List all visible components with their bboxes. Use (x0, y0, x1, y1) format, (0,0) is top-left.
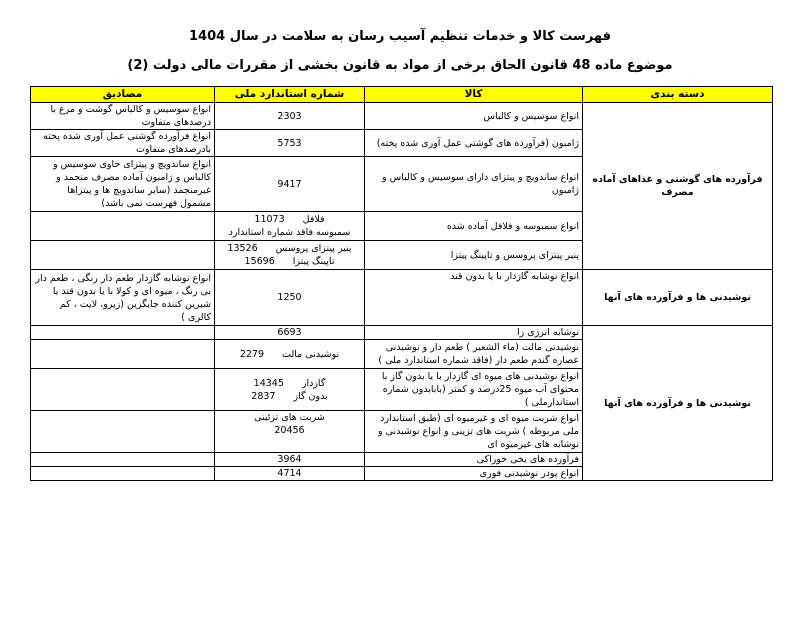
examples-cell (31, 212, 215, 241)
examples-cell (31, 326, 215, 340)
standard-cell: 9417 (215, 157, 365, 212)
table-row (31, 103, 773, 130)
goods-cell: انواع نوشابه گازدار با یا بدون قند (365, 270, 583, 326)
standard-value: 14345 (253, 377, 284, 389)
standard-value: 2279 (239, 348, 265, 360)
examples-cell (31, 241, 215, 270)
goods-cell: فرآورده های یخی خوراکی (365, 453, 583, 467)
standard-cell: 4714 (215, 467, 365, 481)
goods-cell: پنیر پیتزای پروسس و تاپینگ پیتزا (365, 241, 583, 270)
standard-cell (215, 369, 365, 411)
standard-label: پنیر پیتزای پروسس (275, 243, 352, 254)
examples-cell (31, 467, 215, 481)
goods-cell: انواع پودر نوشیدنی فوری (365, 467, 583, 481)
standard-label: شربت های تزئینی (254, 412, 325, 423)
header-goods: کالا (365, 87, 583, 103)
standard-cell: 3964 (215, 453, 365, 467)
category-drinks-1: نوشیدنی ها و فرآورده های آنها (583, 270, 773, 326)
examples-cell: انواع فرآورده گوشتی عمل آوری شده پخته بادرصدهای متفاوت (31, 130, 215, 157)
standard-cell: 5753 (215, 130, 365, 157)
goods-cell: نوشیدنی مالت (ماء الشعیر ) طعم دار و نوشیدنی عصاره گندم طعم دار (فاقد شماره استاندارد ملی ) (365, 340, 583, 369)
table-row (31, 270, 773, 326)
standard-cell: 2303 (215, 103, 365, 130)
standard-cell: 1250 (215, 270, 365, 326)
standard-value: 13526 (227, 243, 258, 254)
examples-cell (31, 340, 215, 369)
standard-label: بدون گاز (293, 390, 328, 402)
examples-cell: انواع سوسیس و کالباس گوشت و مرغ با درصدهای متفاوت (31, 103, 215, 130)
standard-label: فلافل (302, 214, 325, 225)
goods-cell: انواع سمبوسه و فلافل آماده شده (365, 212, 583, 241)
document-subtitle: موضوع ماده 48 قانون الحاق برخی از مواد به قانون بخشی از مقررات مالی دولت (2) (127, 58, 673, 73)
header-examples: مصادیق (31, 87, 215, 103)
standard-value: 15696 (244, 256, 275, 267)
standard-cell: 6693 (215, 326, 365, 340)
standard-value: 11073 (254, 214, 285, 225)
goods-cell: انواع نوشیدنی های میوه ای گازدار با یا بدون گاز با محتوای آب میوه 25درصد و کمتر (بابابدون شماره استاندارملی ) (365, 369, 583, 411)
standard-label: تاپینگ پیتزا (292, 256, 335, 267)
examples-cell: انواع ساندویچ و پیتزای حاوی سوسیس و کالباس و ژامبون آماده مصرف منجمد و غیرمنجمد (سایر ساندویچ ها و پیتزاها مشمول فهرست نمی باشد) (31, 157, 215, 212)
examples-cell: انواع نوشابه گازدار طعم دار رنگی ، طعم دار بی رنگ ، میوه ای و کولا با یا بدون قند یا شیرین کننده جایگزین (زیرو، لایت ، کم کالری ) (31, 270, 215, 326)
goods-cell: نوشابه انرژی زا (365, 326, 583, 340)
standard-cell (215, 340, 365, 369)
table-row (31, 326, 773, 340)
goods-cell: انواع شربت میوه ای و غیرمیوه ای (طبق استاندارد ملی مربوطه ) شربت های تزینی و انواع نوشیدنی و نوشابه های غیرمیوه ای (365, 411, 583, 453)
table-header-row (31, 87, 773, 103)
standard-label: نوشیدنی مالت (282, 348, 340, 360)
standard-cell (215, 212, 365, 241)
header-category: دسته بندی (583, 87, 773, 103)
document-title: فهرست کالا و خدمات تنظیم آسیب رسان به سلامت در سال 1404 (188, 29, 611, 44)
header-standard: شماره استاندارد ملی (215, 87, 365, 103)
standard-cell (215, 411, 365, 453)
goods-table (30, 86, 773, 481)
goods-cell: ژامبون (فرآورده های گوشتی عمل آوری شده پخته) (365, 130, 583, 157)
examples-cell (31, 453, 215, 467)
examples-cell (31, 411, 215, 453)
standard-value: 2837 (251, 390, 276, 402)
category-drinks-2: نوشیدنی ها و فرآورده های آنها (583, 326, 773, 481)
examples-cell (31, 369, 215, 411)
goods-cell: انواع سوسیس و کالباس (365, 103, 583, 130)
category-meat: فرآورده های گوشتی و غذاهای آماده مصرف (583, 103, 773, 270)
standard-cell (215, 241, 365, 270)
goods-cell: انواع ساندویچ و پیتزای دارای سوسیس و کالباس و ژامبون (365, 157, 583, 212)
standard-value: 20456 (274, 425, 305, 436)
standard-label: گازدار (301, 377, 326, 389)
standard-note: سمبوسه فاقد شماره استاندارد (228, 227, 351, 238)
